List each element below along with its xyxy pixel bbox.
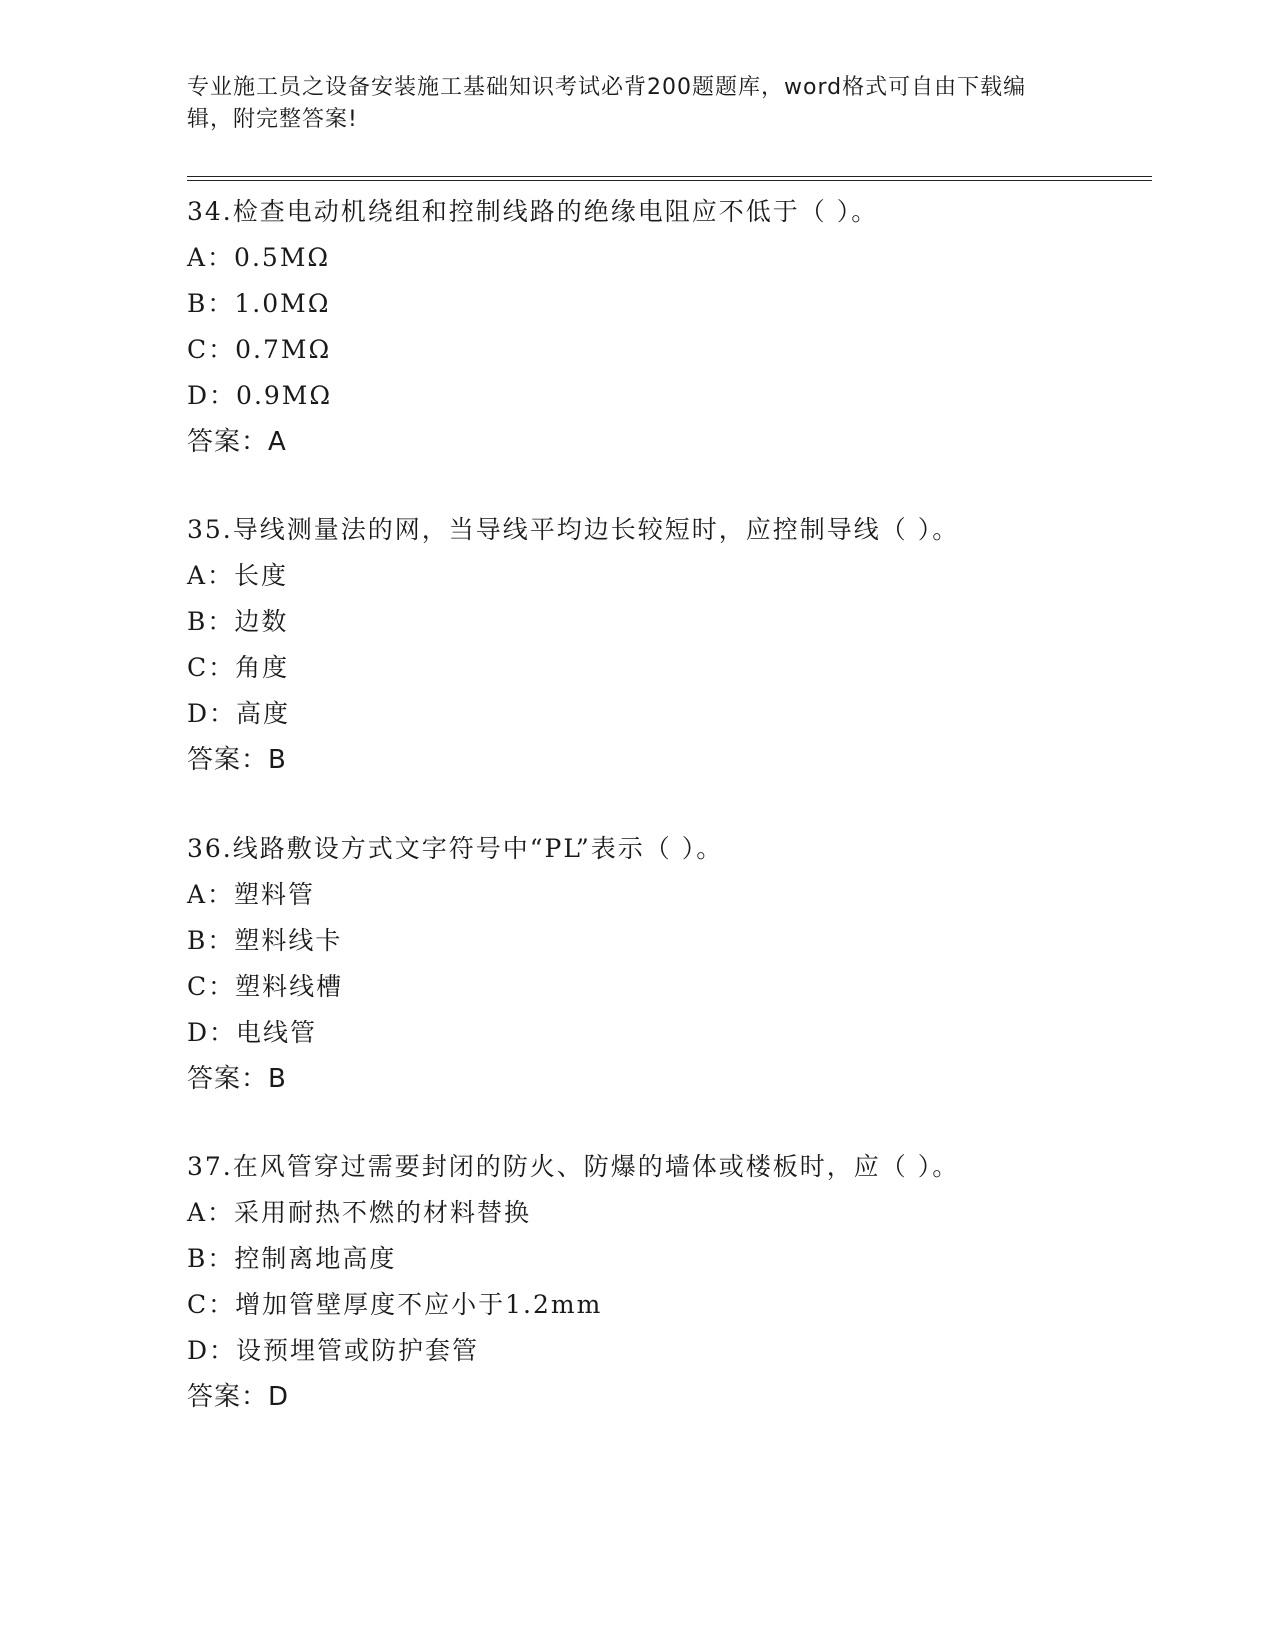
option-c: C：塑料线槽 xyxy=(187,972,344,1001)
option-b: B：1.0MΩ xyxy=(187,289,331,318)
question-stem: 36.线路敷设方式文字符号中“PL”表示（ ）。 xyxy=(187,834,724,863)
question-35 xyxy=(187,507,1187,783)
option-a: A：长度 xyxy=(187,561,289,590)
option-a: A：0.5MΩ xyxy=(187,243,331,272)
header-divider xyxy=(187,176,1152,181)
option-b: B：边数 xyxy=(187,607,289,636)
question-36 xyxy=(187,826,1187,1102)
answer: 答案：D xyxy=(187,1382,290,1412)
option-d: D：0.9MΩ xyxy=(187,381,333,410)
option-b: B：控制离地高度 xyxy=(187,1244,397,1273)
question-34 xyxy=(187,189,1187,465)
document-header: 专业施工员之设备安装施工基础知识考试必背200题题库，word格式可自由下载编辑，附完整答案! xyxy=(187,75,1027,132)
option-c: C：增加管壁厚度不应小于1.2mm xyxy=(187,1290,603,1319)
option-d: D：设预埋管或防护套管 xyxy=(187,1336,480,1365)
question-stem: 35.导线测量法的网，当导线平均边长较短时，应控制导线（ ）。 xyxy=(187,515,960,544)
option-c: C：0.7MΩ xyxy=(187,335,332,364)
answer: 答案：B xyxy=(187,745,287,775)
option-d: D：电线管 xyxy=(187,1018,318,1047)
question-37 xyxy=(187,1144,1187,1420)
option-c: C：角度 xyxy=(187,653,290,682)
option-a: A：采用耐热不燃的材料替换 xyxy=(187,1198,532,1227)
option-b: B：塑料线卡 xyxy=(187,926,343,955)
question-stem: 37.在风管穿过需要封闭的防火、防爆的墙体或楼板时，应（ ）。 xyxy=(187,1152,960,1181)
answer: 答案：B xyxy=(187,1064,287,1094)
answer: 答案：A xyxy=(187,427,287,457)
question-stem: 34.检查电动机绕组和控制线路的绝缘电阻应不低于（ ）。 xyxy=(187,197,879,226)
option-d: D：高度 xyxy=(187,699,291,728)
option-a: A：塑料管 xyxy=(187,880,316,909)
